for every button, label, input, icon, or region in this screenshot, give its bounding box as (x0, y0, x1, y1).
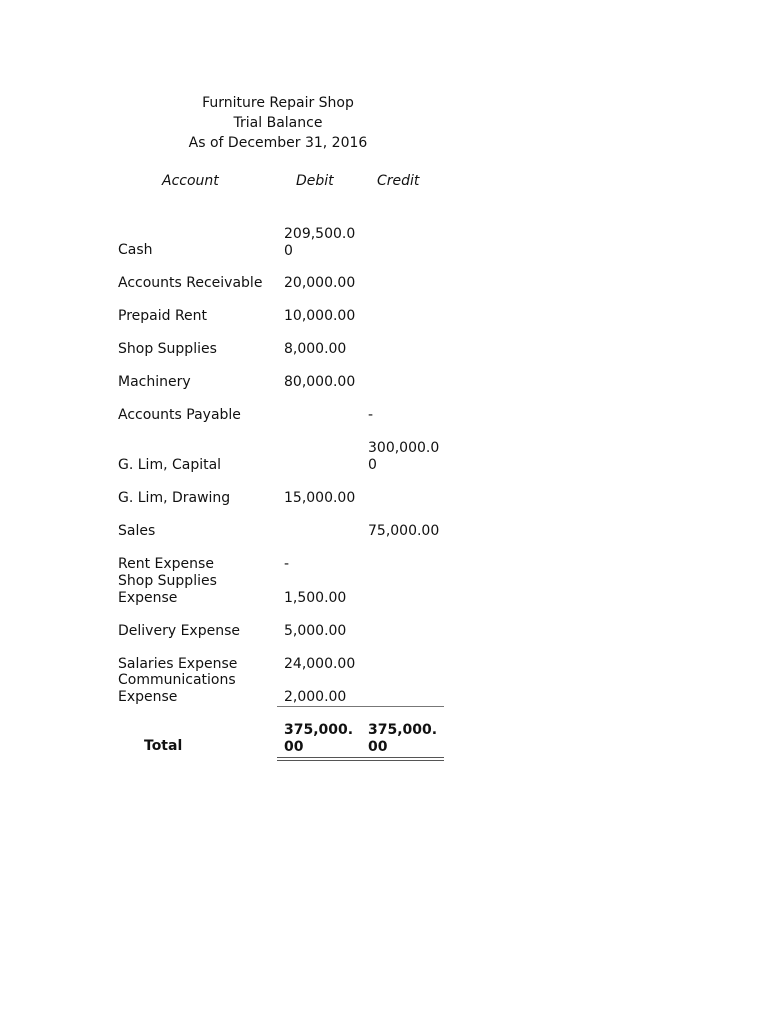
debit-amount: 15,000.00 (284, 490, 356, 506)
debit-amount: 209,500.0 0 (284, 226, 356, 259)
debit-amount: 2,000.00 (284, 689, 347, 705)
credit-amount: - (368, 407, 374, 423)
account-name: Cash (118, 242, 153, 258)
credit-amount: 300,000.0 0 (368, 440, 440, 473)
account-name: Salaries Expense (118, 656, 238, 672)
debit-amount: 8,000.00 (284, 341, 347, 357)
account-name: G. Lim, Capital (118, 457, 222, 473)
account-name: Machinery (118, 374, 191, 390)
debit-amount: - (284, 556, 290, 572)
total-double-rule (277, 757, 444, 761)
company-name: Furniture Repair Shop (202, 95, 354, 111)
credit-amount: 75,000.00 (368, 523, 440, 539)
debit-amount: 1,500.00 (284, 590, 347, 606)
report-title: Trial Balance (233, 115, 323, 131)
account-name: Delivery Expense (118, 623, 240, 639)
account-name: Sales (118, 523, 156, 539)
credit-column-header: Credit (377, 173, 420, 189)
debit-amount: 10,000.00 (284, 308, 356, 324)
total-credit: 375,000. 00 (368, 722, 438, 755)
debit-amount: 20,000.00 (284, 275, 356, 291)
account-name: Communications Expense (118, 672, 236, 705)
debit-amount: 5,000.00 (284, 623, 347, 639)
account-name: Prepaid Rent (118, 308, 208, 324)
account-name: Accounts Receivable (118, 275, 263, 291)
account-name: Accounts Payable (118, 407, 241, 423)
subtotal-rule (277, 706, 444, 707)
account-name: G. Lim, Drawing (118, 490, 231, 506)
account-column-header: Account (162, 173, 219, 189)
debit-column-header: Debit (296, 173, 334, 189)
debit-amount: 24,000.00 (284, 656, 356, 672)
debit-amount: 80,000.00 (284, 374, 356, 390)
account-name: Rent Expense (118, 556, 214, 572)
account-name: Shop Supplies Expense (118, 573, 217, 606)
total-debit: 375,000. 00 (284, 722, 354, 755)
total-label: Total (144, 738, 183, 754)
account-name: Shop Supplies (118, 341, 217, 357)
report-period: As of December 31, 2016 (188, 135, 368, 151)
